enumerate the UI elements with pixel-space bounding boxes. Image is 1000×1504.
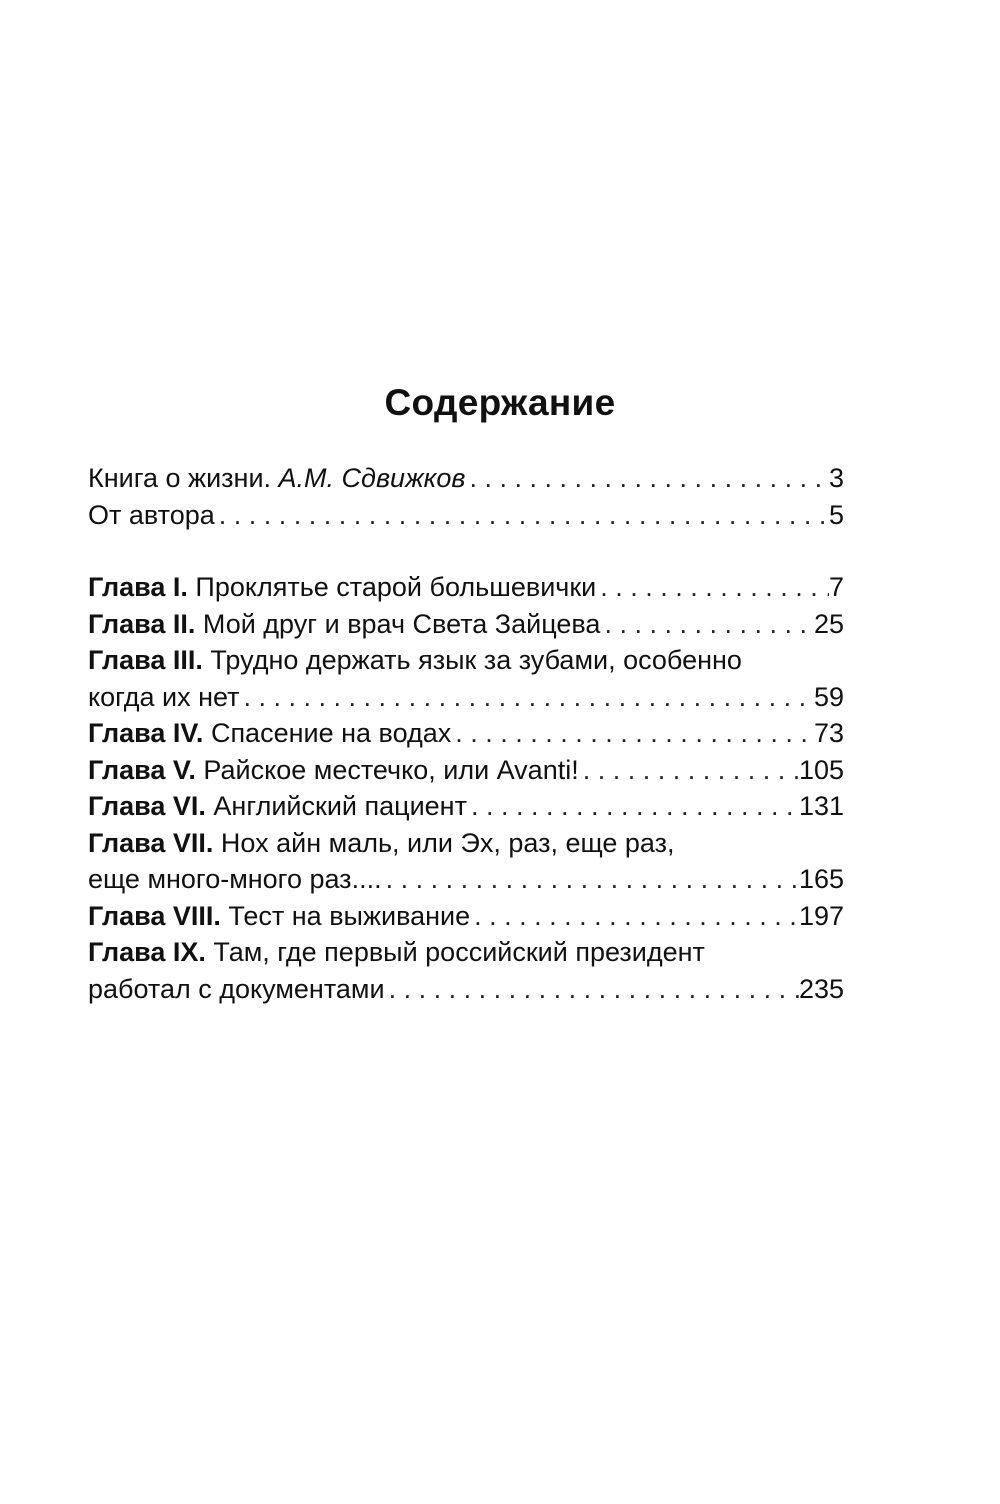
entry-title-continuation: когда их нет: [88, 681, 240, 712]
toc-entry-chapter-2[interactable]: [88, 606, 844, 643]
entry-title-line: Глава III. Трудно держать язык за зубами, особенно: [88, 645, 742, 675]
dot-leader: [600, 606, 814, 643]
dot-leader: [385, 971, 799, 1008]
section-gap: [88, 533, 844, 569]
toc-entry-from-author[interactable]: [88, 497, 844, 534]
entry-title: Книга о жизни. А.М. Сдвижков: [88, 463, 466, 493]
page-number: 235: [798, 973, 844, 1004]
entry-title: Глава IV. Спасение на водах: [88, 718, 452, 748]
page-number: 59: [813, 681, 844, 712]
page-number: 7: [828, 572, 844, 602]
dot-leader: [467, 788, 799, 825]
dot-leader: [240, 679, 814, 716]
toc-entry-chapter-7[interactable]: [88, 825, 844, 898]
table-of-contents: [88, 460, 844, 1007]
chapter-label: Глава III.: [88, 645, 203, 675]
page-number: 73: [813, 718, 844, 748]
page-title: Содержание: [384, 382, 616, 423]
chapter-label: Глава IV.: [88, 718, 204, 748]
toc-entry-chapter-9[interactable]: [88, 934, 844, 1007]
entry-title-line: Глава VII. Нох айн маль, или Эх, раз, еще раз,: [88, 827, 675, 858]
page-number: 197: [798, 900, 844, 931]
page-number: 165: [798, 864, 844, 894]
dot-leader: [579, 752, 799, 789]
chapter-label: Глава V.: [88, 754, 196, 785]
toc-entry-chapter-1[interactable]: [88, 569, 844, 606]
chapter-label: Глава VI.: [88, 791, 206, 821]
entry-title: Глава V. Райское местечко, или Avanti!: [88, 754, 579, 785]
chapter-label: Глава I.: [88, 572, 188, 602]
dot-leader: [382, 861, 799, 898]
toc-entry-chapter-3[interactable]: [88, 642, 844, 715]
dot-leader: [451, 715, 814, 752]
toc-entry-chapter-5[interactable]: [88, 752, 844, 789]
entry-title-continuation: еще много-много раз....: [88, 864, 382, 894]
page-number: 131: [798, 791, 844, 821]
chapter-label: Глава VIII.: [88, 900, 221, 931]
page-number: 3: [828, 463, 844, 493]
chapter-label: Глава II.: [88, 608, 196, 639]
entry-title: От автора: [88, 499, 215, 530]
dot-leader: [596, 569, 829, 606]
dot-leader: [470, 898, 799, 935]
entry-author: А.М. Сдвижков: [278, 463, 466, 493]
entry-title: Глава VIII. Тест на выживание: [88, 900, 471, 931]
chapter-label: Глава IX.: [88, 937, 206, 967]
toc-entry-chapter-8[interactable]: [88, 898, 844, 935]
entry-title: Глава I. Проклятье старой большевички: [88, 572, 597, 602]
entry-title-line: Глава IX. Там, где первый российский президент: [88, 937, 705, 967]
toc-entry-chapter-4[interactable]: [88, 715, 844, 752]
page-number: 105: [798, 754, 844, 785]
chapter-label: Глава VII.: [88, 827, 214, 858]
entry-title: Глава II. Мой друг и врач Света Зайцева: [88, 608, 601, 639]
dot-leader: [215, 497, 829, 534]
entry-title-continuation: работал с документами: [88, 973, 385, 1004]
page-number: 5: [828, 499, 844, 530]
toc-entry-chapter-6[interactable]: [88, 788, 844, 825]
entry-title: Глава VI. Английский пациент: [88, 791, 467, 821]
toc-entry-foreword[interactable]: [88, 460, 844, 497]
dot-leader: [466, 460, 829, 497]
page-number: 25: [813, 608, 844, 639]
